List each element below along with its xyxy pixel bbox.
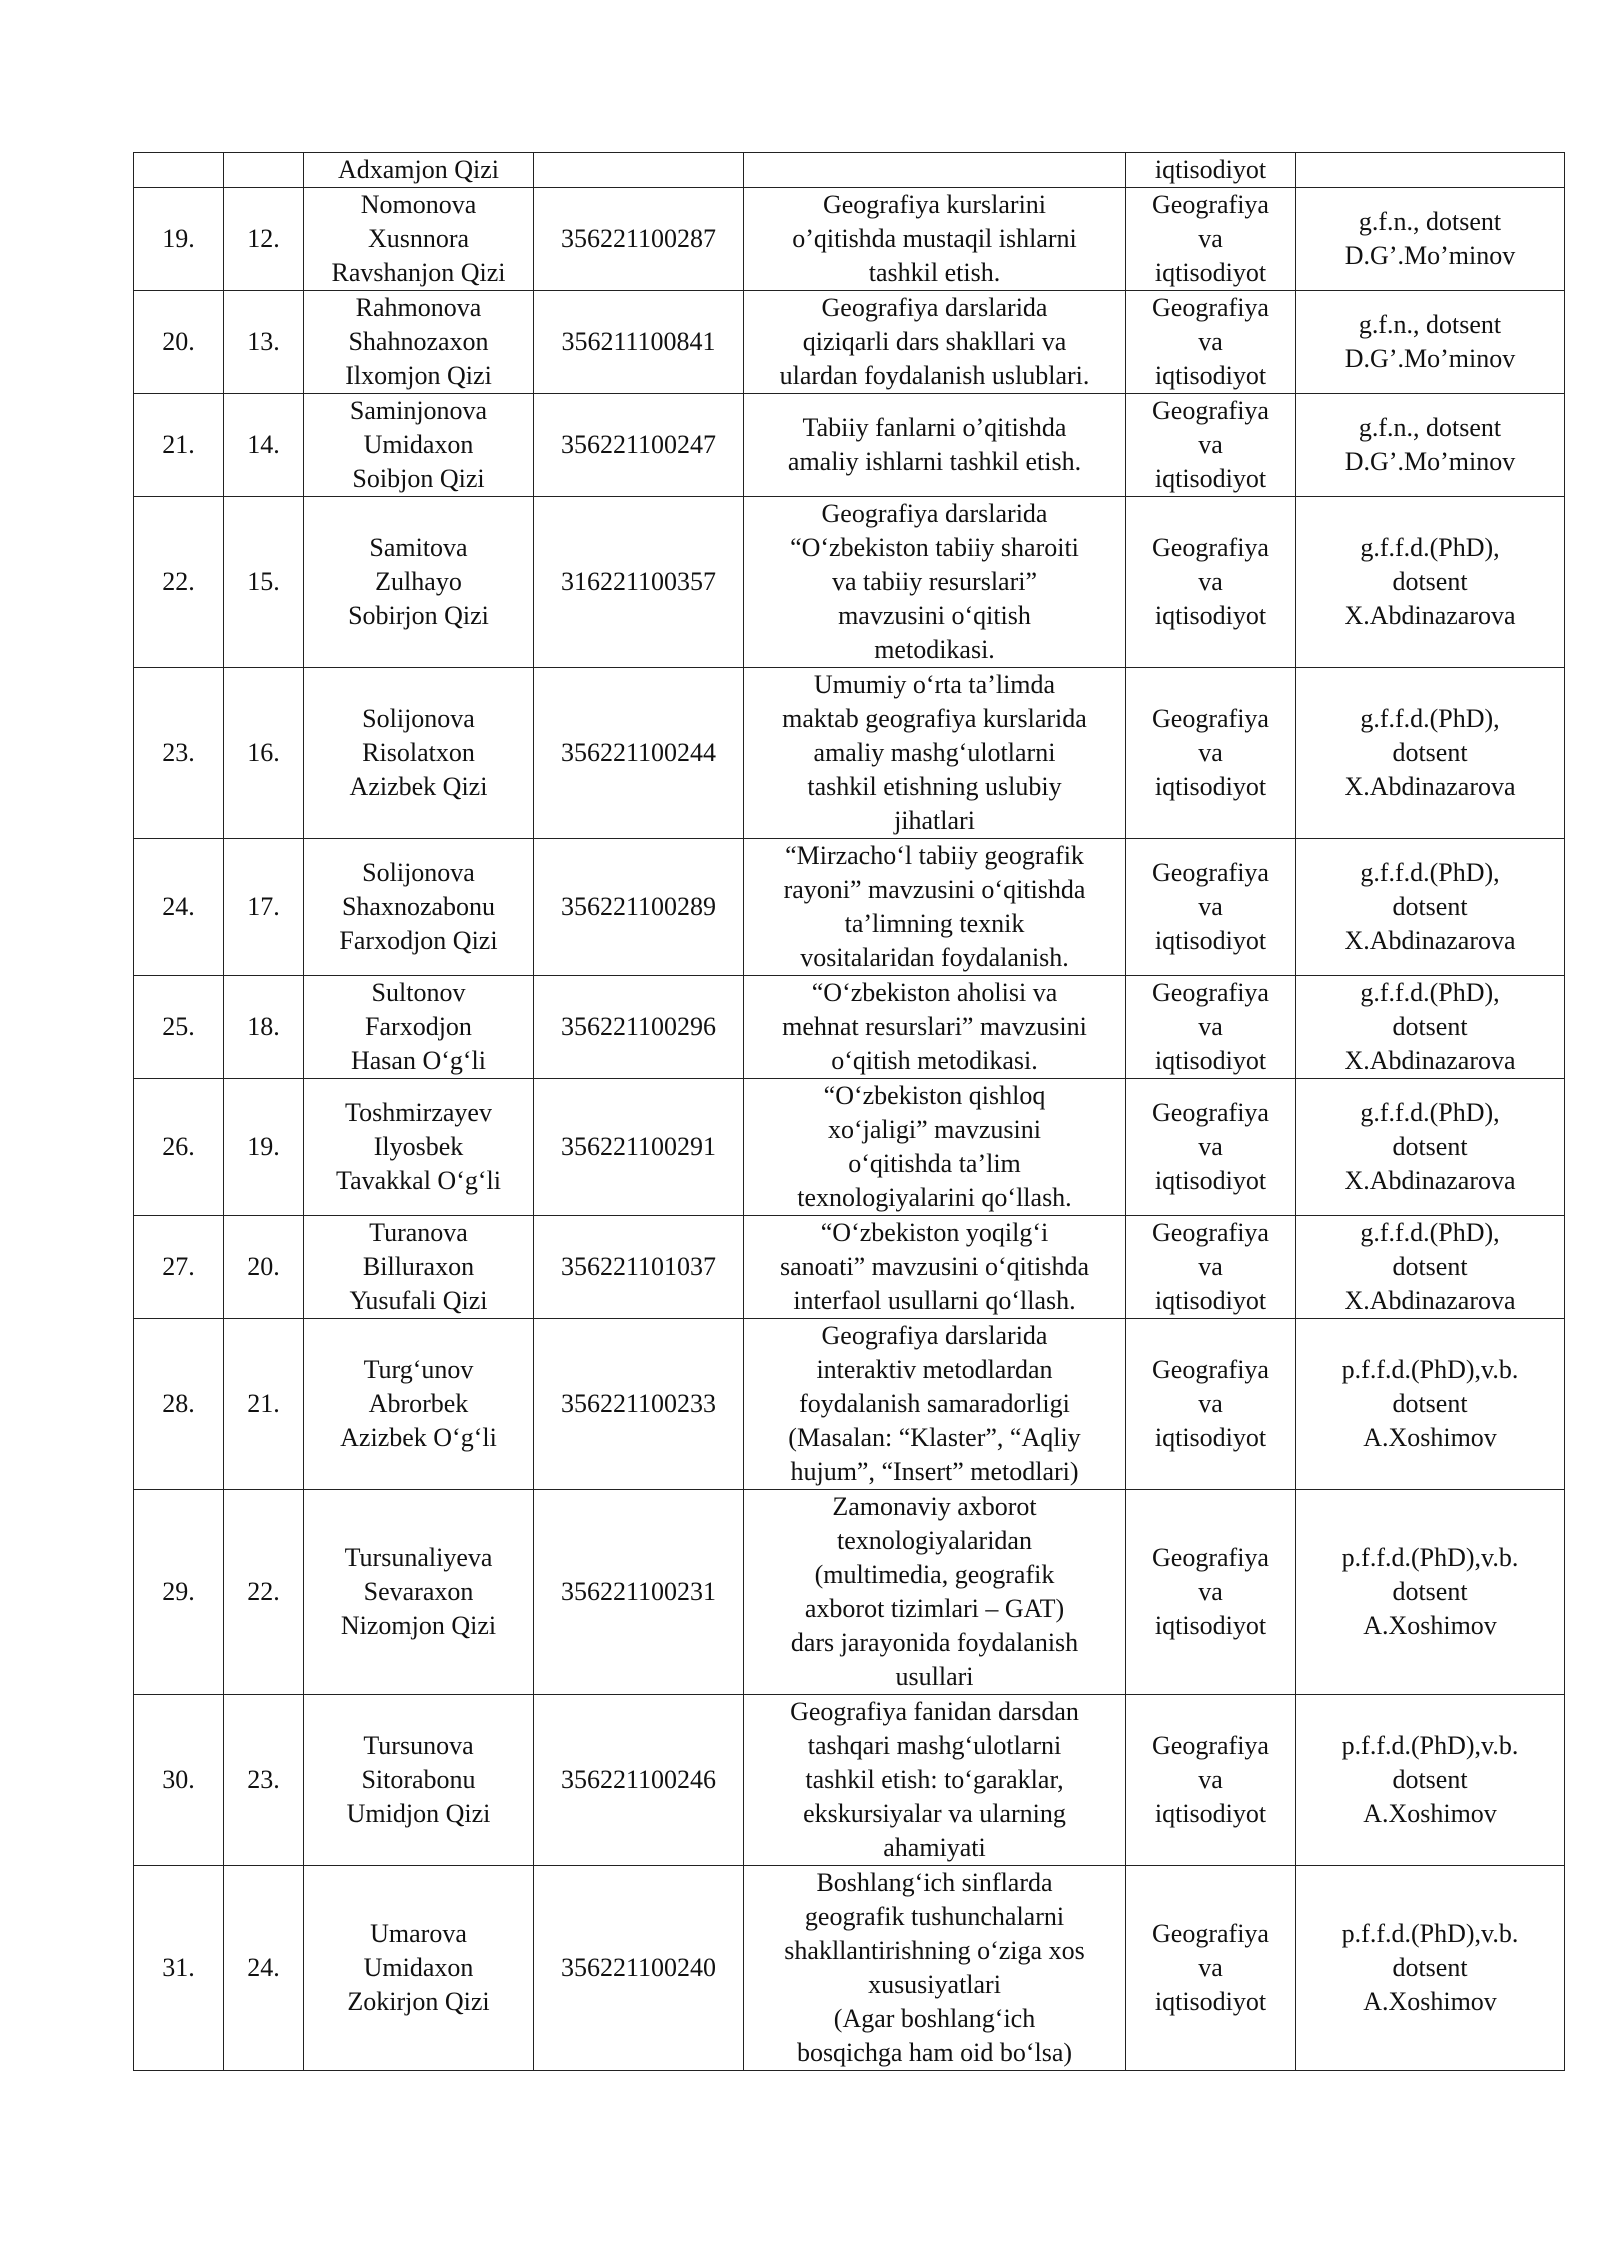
department-line: va [1198,1577,1223,1606]
supervisor-cell [1296,1866,1565,2071]
supervisor-cell [1296,839,1565,976]
table-row [134,1079,1565,1216]
topic-line: “O‘zbekiston yoqilg‘i [820,1218,1049,1247]
topic-line: ta’limning texnik [844,909,1025,938]
topic-line: Tabiiy fanlarni o’qitishda [802,413,1067,442]
table-row [134,291,1565,394]
supervisor-line: dotsent [1392,1012,1468,1041]
department-line: Geografiya [1152,704,1269,733]
topic-cell [744,1319,1126,1490]
student-name-cell [304,1319,534,1490]
topic-line: ahamiyati [883,1833,986,1862]
supervisor-cell [1296,1695,1565,1866]
supervisor-cell [1296,1216,1565,1319]
student-name-line: Ilxomjon Qizi [345,361,492,390]
topic-line: sanoati” mavzusini o‘qitishda [779,1252,1090,1281]
topic-line: interfaol usullarni qo‘llash. [793,1286,1076,1315]
department-cell [1126,291,1296,394]
student-id-cell: 356221100244 [534,668,744,839]
student-name-line: Sitorabonu [361,1765,476,1794]
supervisor-cell [1296,291,1565,394]
student-name-cell [304,1216,534,1319]
sub-number-cell: 23. [224,1695,304,1866]
student-name-cell: Adxamjon Qizi [304,153,534,188]
topic-line: ekskursiyalar va ularning [803,1799,1066,1828]
topic-line: Geografiya darslarida [821,293,1048,322]
student-name-line: Tursunaliyeva [344,1543,493,1572]
supervisor-cell [1296,668,1565,839]
supervisor-cell [1296,188,1565,291]
supervisor-line: A.Xoshimov [1363,1987,1497,2016]
supervisor-cell [1296,394,1565,497]
supervisor-line: g.f.n., dotsent [1358,413,1502,442]
supervisor-line: dotsent [1392,892,1468,921]
student-name-line: Ravshanjon Qizi [331,258,506,287]
topic-line: texnologiyalarini qo‘llash. [797,1183,1072,1212]
student-name-line: Sevaraxon [363,1577,474,1606]
supervisor-line: g.f.f.d.(PhD), [1360,533,1500,562]
supervisor-line: dotsent [1392,1132,1468,1161]
department-cell [1126,1319,1296,1490]
row-number-cell: 20. [134,291,224,394]
department-line: Geografiya [1152,1098,1269,1127]
department-line: va [1198,1012,1223,1041]
department-line: Geografiya [1152,1731,1269,1760]
student-name-line: Solijonova [362,858,475,887]
student-id-cell: 316221100357 [534,497,744,668]
supervisor-line: X.Abdinazarova [1344,926,1516,955]
supervisor-line: dotsent [1392,1953,1468,1982]
student-name-line: Hasan O‘g‘li [350,1046,486,1075]
student-name-line: Farxodjon Qizi [339,926,498,955]
supervisor-line: D.G’.Mo’minov [1344,344,1516,373]
row-number-cell: 28. [134,1319,224,1490]
topic-line: qiziqarli dars shakllari va [802,327,1067,356]
student-name-line: Shaxnozabonu [341,892,496,921]
student-id-cell: 356221100247 [534,394,744,497]
continued-row [134,153,1565,188]
department-line: va [1198,1252,1223,1281]
row-number-cell: 21. [134,394,224,497]
topic-line: Geografiya darslarida [821,1321,1048,1350]
supervisor-line: p.f.f.d.(PhD),v.b. [1341,1543,1519,1572]
supervisor-line: g.f.f.d.(PhD), [1360,858,1500,887]
topic-line: mavzusini o‘qitish [838,601,1031,630]
supervisor-line: A.Xoshimov [1363,1423,1497,1452]
student-name-line: Sobirjon Qizi [348,601,489,630]
supervisor-line: dotsent [1392,1577,1468,1606]
student-name-line: Billuraxon [362,1252,475,1281]
student-name-line: Turg‘unov [363,1355,474,1384]
supervisor-line: dotsent [1392,1765,1468,1794]
student-name-line: Zulhayo [375,567,462,596]
student-name-cell [304,188,534,291]
student-name-cell [304,1490,534,1695]
topic-cell [744,394,1126,497]
supervisor-cell [1296,1490,1565,1695]
department-line: Geografiya [1152,1543,1269,1572]
student-name-line: Risolatxon [362,738,475,767]
student-id-cell: 356221100289 [534,839,744,976]
supervisor-cell [1296,153,1565,188]
department-line: iqtisodiyot [1154,926,1267,955]
department-line: iqtisodiyot [1154,1046,1267,1075]
student-id-cell: 356221100240 [534,1866,744,2071]
department-line: va [1198,892,1223,921]
department-line: iqtisodiyot [1154,1611,1267,1640]
row-number-cell: 22. [134,497,224,668]
topic-line: Umumiy o‘rta ta’limda [813,670,1056,699]
table-row [134,1695,1565,1866]
supervisor-line: g.f.f.d.(PhD), [1360,1218,1500,1247]
student-id-cell: 356221100287 [534,188,744,291]
topic-cell [744,497,1126,668]
topic-line: ulardan foydalanish uslublari. [779,361,1090,390]
row-number-cell [134,153,224,188]
topic-line: tashqari mashg‘ulotlarni [807,1731,1062,1760]
topic-line: dars jarayonida foydalanish [790,1628,1079,1657]
department-line: va [1198,1389,1223,1418]
student-id-cell: 356221100296 [534,976,744,1079]
student-name-line: Umidaxon [363,430,474,459]
sub-number-cell: 22. [224,1490,304,1695]
table-row [134,1490,1565,1695]
topic-line: (Agar boshlang‘ich [833,2004,1036,2033]
supervisor-line: g.f.n., dotsent [1358,207,1502,236]
department-line: va [1198,327,1223,356]
student-name-line: Umarova [370,1919,467,1948]
sub-number-cell: 13. [224,291,304,394]
table-row [134,394,1565,497]
topic-line: xususiyatlari [868,1970,1001,1999]
topic-line: o‘qitishda ta’lim [848,1149,1021,1178]
student-name-line: Turanova [369,1218,468,1247]
sub-number-cell: 17. [224,839,304,976]
department-cell [1126,188,1296,291]
department-line: iqtisodiyot [1154,464,1267,493]
row-number-cell: 27. [134,1216,224,1319]
sub-number-cell: 16. [224,668,304,839]
supervisor-line: g.f.f.d.(PhD), [1360,1098,1500,1127]
table-row [134,839,1565,976]
student-name-line: Farxodjon [365,1012,472,1041]
supervisor-line: g.f.f.d.(PhD), [1360,978,1500,1007]
student-name-line: Azizbek O‘g‘li [340,1423,497,1452]
student-name-line: Solijonova [362,704,475,733]
topic-line: rayoni” mavzusini o‘qitishda [783,875,1086,904]
topic-line: tashkil etish: to‘garaklar, [805,1765,1064,1794]
department-line: iqtisodiyot [1154,1286,1267,1315]
topic-line: Geografiya fanidan darsdan [790,1697,1079,1726]
table-row [134,976,1565,1079]
supervisor-assignment-table [133,152,1565,2071]
student-name-line: Xusnnora [367,224,470,253]
student-id-cell: 356221100291 [534,1079,744,1216]
sub-number-cell: 20. [224,1216,304,1319]
topic-line: amaliy ishlarni tashkil etish. [787,447,1082,476]
supervisor-line: X.Abdinazarova [1344,1286,1516,1315]
department-cell [1126,1490,1296,1695]
topic-line: shakllantirishning o‘ziga xos [784,1936,1085,1965]
topic-line: interaktiv metodlardan [816,1355,1053,1384]
topic-line: tashkil etishning uslubiy [807,772,1062,801]
department-cell [1126,1079,1296,1216]
student-id-cell: 356221100246 [534,1695,744,1866]
topic-line: “O‘zbekiston qishloq [823,1081,1046,1110]
topic-cell [744,1079,1126,1216]
table-row [134,668,1565,839]
supervisor-line: dotsent [1392,1389,1468,1418]
row-number-cell: 31. [134,1866,224,2071]
department-line: iqtisodiyot [1154,1423,1267,1452]
department-cell [1126,1695,1296,1866]
supervisor-line: A.Xoshimov [1363,1799,1497,1828]
student-name-cell [304,1079,534,1216]
student-name-cell [304,394,534,497]
topic-line: “Mirzacho‘l tabiiy geografik [785,841,1084,870]
supervisor-line: p.f.f.d.(PhD),v.b. [1341,1355,1519,1384]
supervisor-cell [1296,1079,1565,1216]
topic-line: texnologiyalaridan [837,1526,1032,1555]
topic-line: maktab geografiya kurslarida [782,704,1087,733]
row-number-cell: 25. [134,976,224,1079]
student-id-cell [534,153,744,188]
student-name-line: Umidjon Qizi [346,1799,491,1828]
student-name-line: Saminjonova [349,396,488,425]
department-line: va [1198,1953,1223,1982]
student-name-line: Toshmirzayev [345,1098,492,1127]
sub-number-cell: 24. [224,1866,304,2071]
topic-line: tashkil etish. [868,258,1001,287]
topic-cell [744,188,1126,291]
sub-number-cell: 12. [224,188,304,291]
topic-cell [744,976,1126,1079]
student-name-line: Sultonov [371,978,466,1007]
supervisor-line: dotsent [1392,567,1468,596]
supervisor-cell [1296,1319,1565,1490]
topic-line: xo‘jaligi” mavzusini [827,1115,1041,1144]
supervisor-cell [1296,497,1565,668]
table-row [134,1866,1565,2071]
topic-line: usullari [895,1662,974,1691]
supervisor-line: D.G’.Mo’minov [1344,241,1516,270]
department-cell [1126,497,1296,668]
supervisor-line: dotsent [1392,1252,1468,1281]
department-cell [1126,839,1296,976]
row-number-cell: 24. [134,839,224,976]
topic-line: Geografiya darslarida [821,499,1048,528]
topic-line: Boshlang‘ich sinflarda [816,1868,1053,1897]
supervisor-line: p.f.f.d.(PhD),v.b. [1341,1919,1519,1948]
topic-line: Zamonaviy axborot [832,1492,1037,1521]
student-id-cell: 356221100231 [534,1490,744,1695]
topic-line: vositalaridan foydalanish. [800,943,1069,972]
table-row [134,1216,1565,1319]
department-line: Geografiya [1152,1919,1269,1948]
table-row [134,497,1565,668]
student-name-line: Umidaxon [363,1953,474,1982]
sub-number-cell [224,153,304,188]
row-number-cell: 29. [134,1490,224,1695]
student-name-cell [304,291,534,394]
row-number-cell: 19. [134,188,224,291]
department-cell: iqtisodiyot [1126,153,1296,188]
student-name-cell [304,497,534,668]
topic-line: va tabiiy resurslari” [831,567,1038,596]
student-name-line: Tursunova [363,1731,474,1760]
department-cell [1126,976,1296,1079]
topic-line: (Masalan: “Klaster”, “Aqliy [788,1423,1081,1452]
supervisor-line: A.Xoshimov [1363,1611,1497,1640]
supervisor-line: p.f.f.d.(PhD),v.b. [1341,1731,1519,1760]
topic-line: hujum”, “Insert” metodlari) [790,1457,1079,1486]
table-row [134,188,1565,291]
topic-cell [744,839,1126,976]
topic-line: “O‘zbekiston aholisi va [811,978,1058,1007]
department-line: Geografiya [1152,858,1269,887]
topic-cell [744,1490,1126,1695]
student-name-line: Samitova [369,533,468,562]
supervisor-line: dotsent [1392,738,1468,767]
department-line: iqtisodiyot [1154,601,1267,630]
department-line: Geografiya [1152,1218,1269,1247]
department-line: Geografiya [1152,978,1269,1007]
row-number-cell: 23. [134,668,224,839]
student-id-cell: 356221101037 [534,1216,744,1319]
student-id-cell: 356221100233 [534,1319,744,1490]
department-line: Geografiya [1152,293,1269,322]
department-cell [1126,668,1296,839]
topic-line: jihatlari [894,806,975,835]
department-line: iqtisodiyot [1154,361,1267,390]
department-cell [1126,1216,1296,1319]
department-cell [1126,394,1296,497]
supervisor-line: X.Abdinazarova [1344,601,1516,630]
supervisor-line: D.G’.Mo’minov [1344,447,1516,476]
department-line: iqtisodiyot [1154,1166,1267,1195]
department-line: va [1198,224,1223,253]
department-line: va [1198,1765,1223,1794]
student-name-line: Abrorbek [368,1389,469,1418]
student-name-cell [304,976,534,1079]
supervisor-line: X.Abdinazarova [1344,772,1516,801]
supervisor-line: X.Abdinazarova [1344,1046,1516,1075]
table-row [134,1319,1565,1490]
student-name-line: Rahmonova [355,293,482,322]
topic-line: amaliy mashg‘ulotlarni [813,738,1056,767]
supervisor-line: g.f.n., dotsent [1358,310,1502,339]
department-line: va [1198,430,1223,459]
department-line: va [1198,1132,1223,1161]
student-name-line: Yusufali Qizi [349,1286,488,1315]
student-id-cell: 356211100841 [534,291,744,394]
department-line: Geografiya [1152,533,1269,562]
topic-line: Geografiya kurslarini [822,190,1047,219]
topic-line: “O‘zbekiston tabiiy sharoiti [790,533,1079,562]
department-line: iqtisodiyot [1154,772,1267,801]
topic-line: bosqichga ham oid bo‘lsa) [796,2038,1073,2067]
topic-cell [744,1695,1126,1866]
sub-number-cell: 14. [224,394,304,497]
topic-line: mehnat resurslari” mavzusini [782,1012,1087,1041]
student-name-line: Azizbek Qizi [349,772,488,801]
student-name-cell [304,1695,534,1866]
department-line: Geografiya [1152,396,1269,425]
student-name-line: Shahnozaxon [348,327,489,356]
sub-number-cell: 15. [224,497,304,668]
department-line: iqtisodiyot [1154,1799,1267,1828]
topic-cell [744,153,1126,188]
department-line: va [1198,567,1223,596]
department-line: iqtisodiyot [1154,1987,1267,2016]
topic-line: axborot tizimlari – GAT) [804,1594,1065,1623]
supervisor-cell [1296,976,1565,1079]
student-name-cell [304,839,534,976]
department-line: va [1198,738,1223,767]
supervisor-line: g.f.f.d.(PhD), [1360,704,1500,733]
student-name-cell [304,668,534,839]
student-name-cell [304,1866,534,2071]
topic-cell [744,1216,1126,1319]
student-name-line: Soibjon Qizi [352,464,485,493]
topic-line: (multimedia, geografik [814,1560,1055,1589]
student-name-line: Nizomjon Qizi [340,1611,497,1640]
sub-number-cell: 21. [224,1319,304,1490]
student-name-line: Tavakkal O‘g‘li [336,1166,501,1195]
row-number-cell: 26. [134,1079,224,1216]
student-name-line: Zokirjon Qizi [347,1987,490,2016]
topic-line: o‘qitish metodikasi. [831,1046,1038,1075]
topic-cell [744,291,1126,394]
topic-line: geografik tushunchalarni [804,1902,1065,1931]
topic-line: foydalanish samaradorligi [799,1389,1070,1418]
sub-number-cell: 19. [224,1079,304,1216]
supervisor-line: X.Abdinazarova [1344,1166,1516,1195]
department-line: Geografiya [1152,190,1269,219]
department-cell [1126,1866,1296,2071]
topic-line: metodikasi. [874,635,995,664]
topic-cell [744,1866,1126,2071]
sub-number-cell: 18. [224,976,304,1079]
row-number-cell: 30. [134,1695,224,1866]
department-line: iqtisodiyot [1154,258,1267,287]
department-line: Geografiya [1152,1355,1269,1384]
topic-cell [744,668,1126,839]
topic-line: o’qitishda mustaqil ishlarni [792,224,1077,253]
student-name-line: Ilyosbek [373,1132,464,1161]
student-name-line: Nomonova [360,190,477,219]
